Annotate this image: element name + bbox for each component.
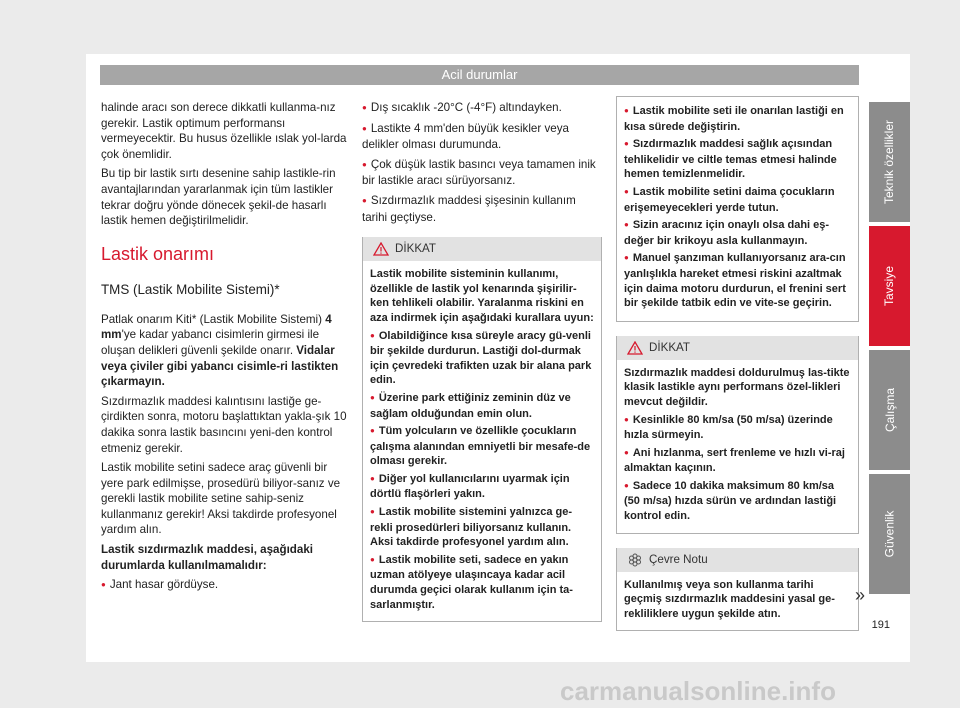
column-2: [362, 100, 602, 622]
column-3: [616, 100, 859, 631]
tab-tavsiye[interactable]: [869, 226, 910, 346]
bullet-item: ● Dış sıcaklık -20°C (-4°F) altındayken.: [362, 100, 602, 117]
warning-item: ● Olabildiğince kısa süreyle aracy gü-venli bir şekilde durdurun. Lastiği dol-durmak için çevredeki trafikten uzak bir alana park edin.: [370, 329, 594, 388]
bullet-item: ● Lastikte 4 mm'den büyük kesikler veya delikler olması durumunda.: [362, 121, 602, 153]
warning-triangle-icon: [627, 341, 643, 355]
warning-item: ● Lastik mobilite seti ile onarılan lastiği en kısa sürede değiştirin.: [624, 104, 851, 134]
tab-label: Güvenlik: [882, 510, 897, 558]
warning-body: [363, 261, 601, 621]
text: Patlak onarım Kiti* (Lastik Mobilite Sistemi): [101, 312, 326, 326]
paragraph: Bu tip bir lastik sırtı desenine sahip lastikle-rin avantajlarından yararlanmak için tüm lastikler tekrar doğru yönde dönecek şekil-de hasarlı lastik hemen değiştirilmelidir.: [101, 167, 336, 228]
bullet-item: ● Jant hasar gördüyse.: [101, 577, 347, 594]
warning-item: ● Üzerine park ettiğiniz zeminin düz ve sağlam olduğundan emin olun.: [370, 391, 594, 421]
tab-calisma[interactable]: [869, 350, 910, 470]
paragraph: Lastik mobilite setini sadece araç güvenli bir yere park edilmişse, prosedürü biliyor-sanız ve gerekli lastik mobilite setine sahip-seniz kullanmanız gerekir! Aksi takdirde profesyonel yardım alın.: [101, 461, 341, 537]
environment-note-body: [617, 572, 858, 631]
tab-guvenlik[interactable]: [869, 474, 910, 594]
warning-item: ● Ani hızlanma, sert frenleme ve hızlı vi-raj almaktan kaçının.: [624, 446, 851, 476]
warning-box: [362, 237, 602, 622]
warning-item: ● Sizin aracınız için onaylı olsa dahi eş-değer bir krikoyu asla kullanmayın.: [624, 218, 851, 248]
paragraph-bold: Lastik sızdırmazlık maddesi, aşağıdaki durumlarda kullanılmamalıdır:: [101, 543, 313, 572]
warning-item: ● Tüm yolcuların ve özellikle çocukların çalışma alanından emniyetli bir mesafe-de olması gerekir.: [370, 424, 594, 469]
environment-note-title: Çevre Notu: [649, 552, 708, 566]
flower-icon: [627, 553, 643, 567]
warning-body: [617, 360, 858, 533]
warning-item: ● Kesinlikle 80 km/sa (50 m/sa) üzerinde hızla sürmeyin.: [624, 413, 851, 443]
warning-item: ● Sızdırmazlık maddesi sağlık açısından tehlikelidir ve ciltle temas etmesi halinde hemen temizlenmelidir.: [624, 137, 851, 182]
bullet-item: ● Çok düşük lastik basıncı veya tamamen inik bir lastikle aracı sürüyorsanız.: [362, 157, 602, 189]
warning-intro: Lastik mobilite sisteminin kullanımı, özellikle de lastik yol kenarında şişirilir-ken tehlikeli olabilir. Yaralanma riskini en aza indirmek için aşağıdaki kurallara uyun:: [370, 268, 594, 324]
tab-label: Çalışma: [882, 387, 897, 433]
warning-box: [616, 336, 859, 534]
warning-title: DİKKAT: [395, 242, 437, 256]
warning-box-continued: [616, 96, 859, 322]
page-header: Acil durumlar: [100, 65, 859, 85]
warning-header: [363, 237, 601, 261]
tab-label: Tavsiye: [882, 265, 897, 307]
paragraph: halinde aracı son derece dikkatli kullanma-nız gerekir. Lastik optimum performansı vermeyecektir. Bu husus özellikle ıslak yol-larda çok önemlidir.: [101, 101, 347, 161]
warning-intro: Sızdırmazlık maddesi doldurulmuş las-tikte klasik lastikle aynı performans özel-likleri mevcut değildir.: [624, 366, 850, 408]
text-bold: Vidalar veya çiviler gibi yabancı cisimle-ri lastikten çıkarmayın.: [101, 343, 339, 389]
sub-heading: TMS (Lastik Mobilite Sistemi)*: [101, 281, 280, 297]
paragraph: [101, 312, 347, 390]
warning-title: DİKKAT: [649, 340, 691, 354]
text-bold: 4 mm: [101, 312, 332, 342]
warning-item: ● Lastik mobilite seti, sadece en yakın uzman atölyeye ulaşıncaya kadar acil durumda geçici olarak kullanım için ta-sarlanmıştır.: [370, 553, 594, 612]
environment-note-header: [617, 548, 858, 572]
warning-header: [617, 336, 858, 360]
text: 'ye kadar yabancı cisimlerin girmesi ile oluşan delikleri güvenli şekilde onarır.: [101, 328, 320, 357]
warning-item: ● Sadece 10 dakika maksimum 80 km/sa (50 m/sa) hızda sürün ve ardından lastiği kontrol edin.: [624, 479, 851, 524]
page-number: 191: [871, 619, 890, 631]
bullet-item: ● Sızdırmazlık maddesi şişesinin kullanım tarihi geçtiyse.: [362, 193, 602, 225]
tab-teknik-ozellikler[interactable]: [869, 102, 910, 222]
warning-item: ● Diğer yol kullanıcılarını uyarmak için dörtlü flaşörleri yakın.: [370, 472, 594, 502]
paragraph: Sızdırmazlık maddesi kalıntısını lastiğe ge-çirdikten sonra, motoru başlattıktan yakla-şık 10 dakika sonra lastik basıncını yeni-den kontrol etmeniz gerekir.: [101, 394, 347, 455]
column-1: [101, 100, 347, 598]
tab-label: Teknik özellikler: [882, 119, 897, 205]
warning-item: ● Manuel şanzıman kullanıyorsanız ara-cın yanlışlıkla hareket etmesi riskini azaltmak için daima motoru durdurun, el frenini sert bir şekilde tatbik edin ve vite-se geçirin.: [624, 251, 851, 310]
environment-note-text: Kullanılmış veya son kullanma tarihi geçmiş sızdırmazlık maddesini yasal ge-rekliliklere uygun şekilde atın.: [624, 578, 835, 620]
watermark: carmanualsonline.info: [560, 676, 836, 706]
environment-note-box: [616, 548, 859, 632]
warning-triangle-icon: [373, 242, 389, 256]
section-heading: Lastik onarımı: [101, 243, 215, 264]
warning-item: ● Lastik mobilite setini daima çocukların erişemeyecekleri yerde tutun.: [624, 185, 851, 215]
next-page-arrow-icon[interactable]: »: [855, 585, 866, 605]
warning-item: ● Lastik mobilite sistemini yalnızca ge-rekli prosedürleri biliyorsanız kullanın. Aksi takdirde profesyonel yardım alın.: [370, 505, 594, 550]
